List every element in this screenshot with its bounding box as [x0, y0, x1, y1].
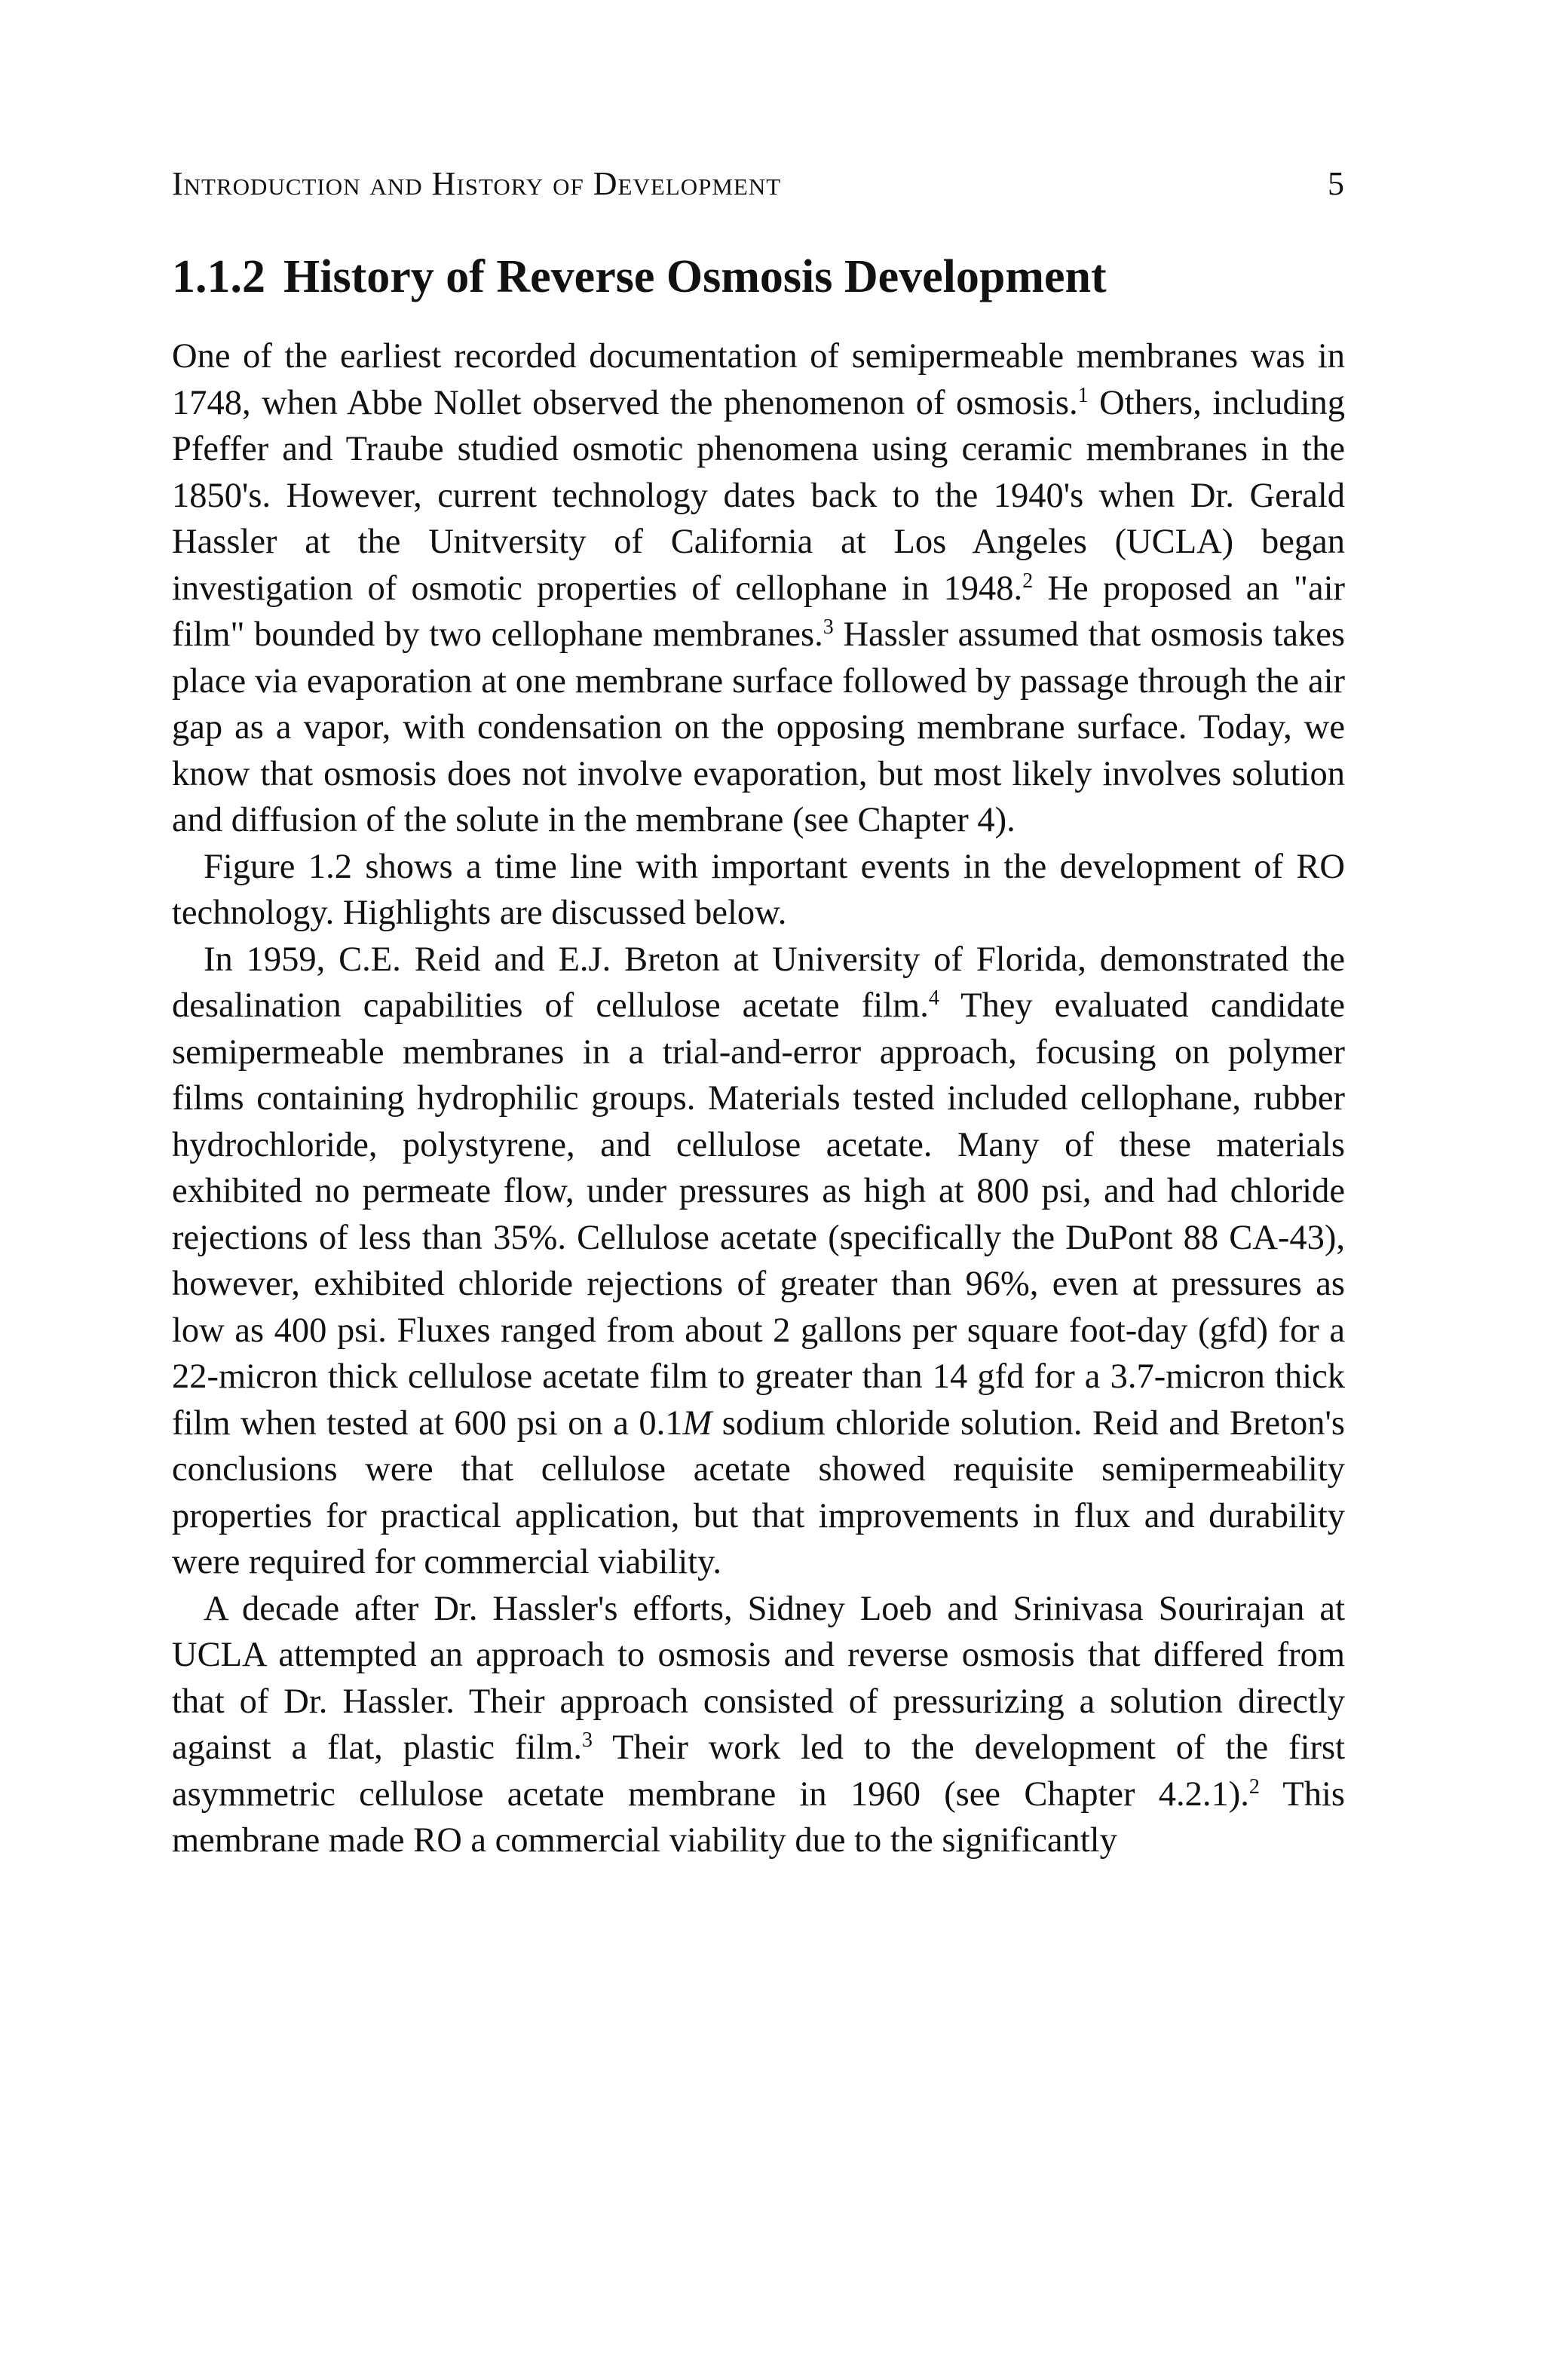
section-title: History of Reverse Osmosis Development: [283, 251, 1107, 302]
footnote-ref: 3: [823, 615, 834, 639]
p3-text-2: They evaluated candidate semipermeable membranes in a trial-and-error approach, focusing on polymer films containing hydrophilic groups. Materials tested included cellophane, rubber hydrochloride, polystyrene, and cellulose acetate. Many of these materials exhibited no permeate flow, under pressures as high at 800 psi, and had chloride rejections of less than 35%. Cellulose acetate (specifically the DuPont 88 CA-43), however, exhibited chloride rejections of greater than 96%, even at pressures as low as 400 psi. Fluxes ranged from about 2 gallons per square foot-day (gfd) for a 22-micron thick cellulose acetate film to greater than 14 gfd for a 3.7-micron thick film when tested at 600 psi on a 0.1: [172, 986, 1346, 1443]
p4-text-1: A decade after Dr. Hassler's efforts, Sidney Loeb and Srinivasa Sourirajan at UCLA attempted an approach to osmosis and reverse osmosis that differed from that of Dr. Hassler. Their approach consisted of pressurizing a solution directly against a flat, plastic film.: [172, 1589, 1345, 1767]
p2-text: Figure 1.2 shows a time line with important events in the development of RO technology. Highlights are discussed below.: [172, 847, 1345, 932]
footnote-ref: 4: [928, 986, 939, 1010]
p4-text-2: Their work led to the development of the first asymmetric cellulose acetate membrane in 1960 (see Chapter 4.2.1).: [172, 1728, 1345, 1814]
footnote-ref: 3: [582, 1728, 593, 1752]
p3-italic-molar: M: [682, 1403, 712, 1443]
paragraph-3: [172, 937, 1345, 1586]
footnote-ref: 2: [1248, 1774, 1260, 1799]
p3-text-1: In 1959, C.E. Reid and E.J. Breton at University of Florida, demonstrated the desalination capabilities of cellulose acetate film.: [172, 940, 1345, 1025]
p4-text-3: This membrane made RO a commercial viability due to the significantly: [172, 1774, 1345, 1860]
section-heading: [172, 250, 1348, 304]
p1-text-2: Others, including Pfeffer and Traube studied osmotic phenomena using ceramic membranes in the 1850's. However, current technology dates back to the 1940's when Dr. Gerald Hassler at the Unitversity of California at Los Angeles (UCLA) began investigation of osmotic properties of cellophane in 1948.: [172, 383, 1346, 608]
running-head: [172, 164, 1345, 210]
footnote-ref: 2: [1022, 569, 1034, 593]
section-number: 1.1.2: [172, 251, 265, 302]
footnote-ref: 1: [1077, 383, 1089, 407]
p1-text-1: One of the earliest recorded documentation of semipermeable membranes was in 1748, when Abbe Nollet observed the phenomenon of osmosis.: [172, 337, 1345, 422]
page-number: 5: [1328, 165, 1345, 202]
paragraph-2: [172, 844, 1345, 937]
body-text: [172, 333, 1345, 1864]
paragraph-4: [172, 1586, 1345, 1864]
running-head-title: Introduction and History of Development: [172, 165, 782, 202]
p1-text-3: He proposed an "air film" bounded by two cellophane membranes.: [172, 569, 1345, 654]
paragraph-1: [172, 333, 1345, 844]
p3-text-3: sodium chloride solution. Reid and Breton's conclusions were that cellulose acetate showed requisite semipermeability properties for practical application, but that improvements in flux and durability were required for commercial viability.: [172, 1403, 1345, 1581]
p1-text-4: Hassler assumed that osmosis takes place via evaporation at one membrane surface followed by passage through the air gap as a vapor, with condensation on the opposing membrane surface. Today, we know that osmosis does not involve evaporation, but most likely involves solution and diffusion of the solute in the membrane (see Chapter 4).: [172, 615, 1345, 839]
